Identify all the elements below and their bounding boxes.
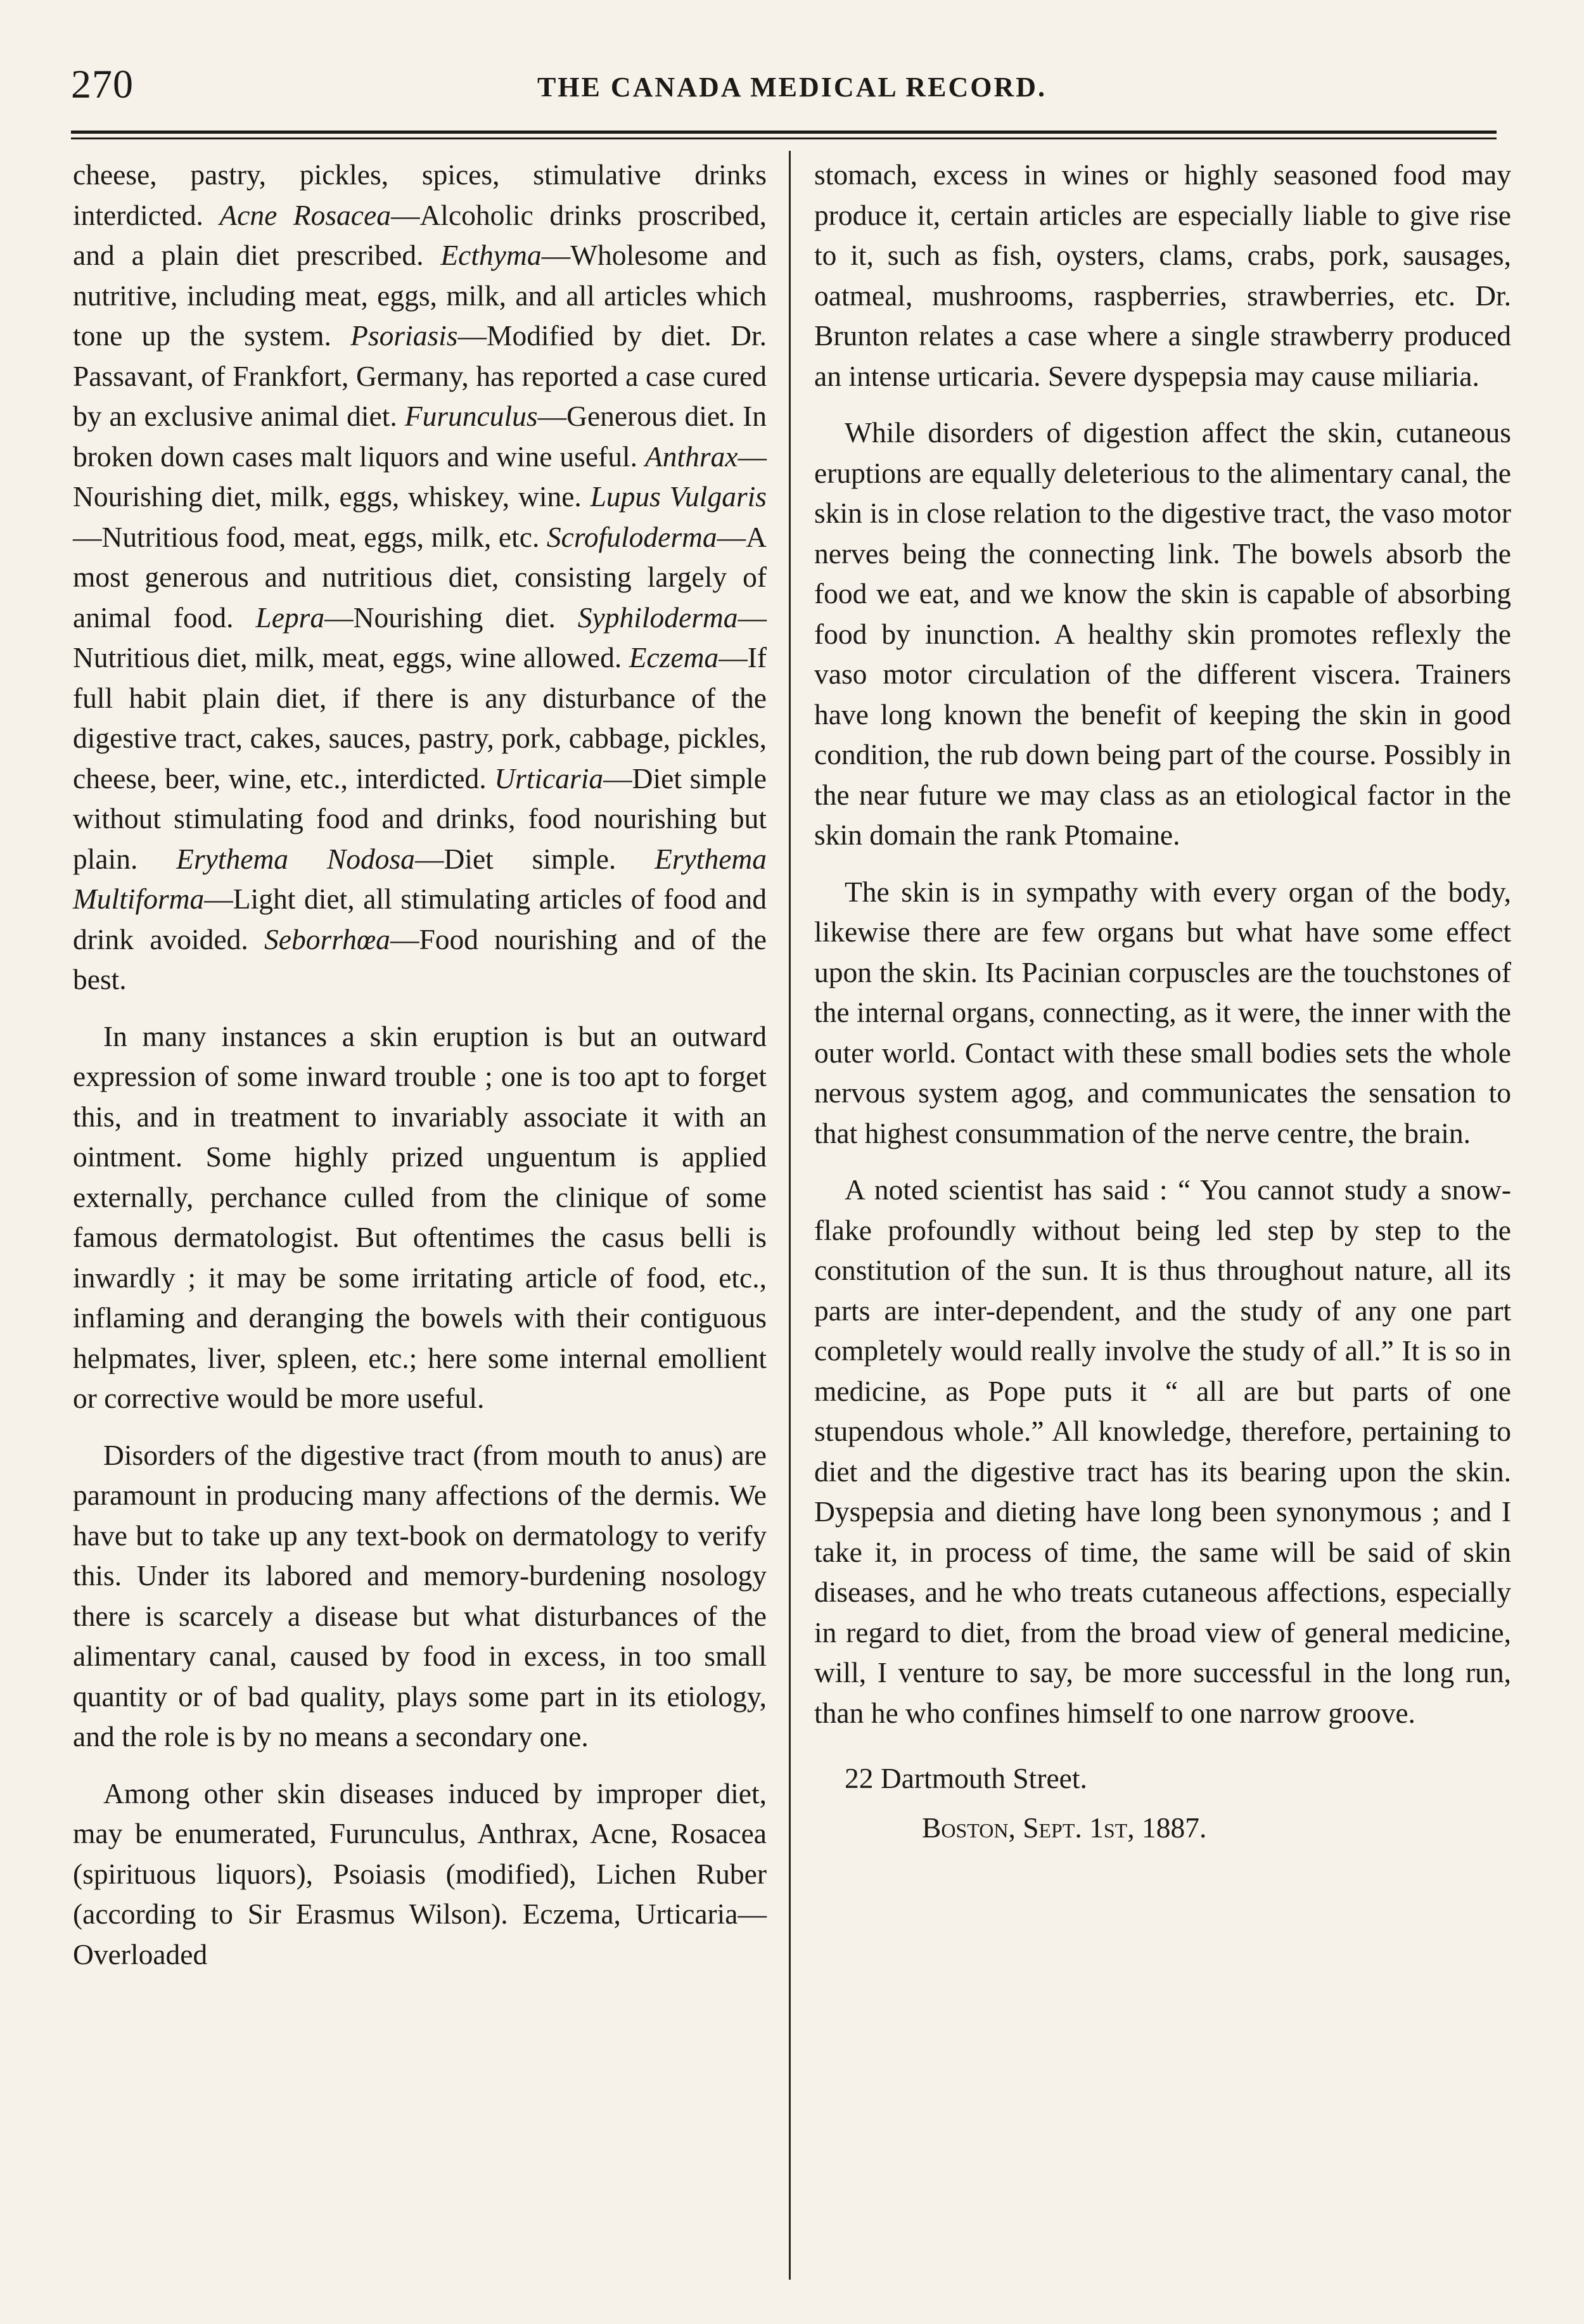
body-paragraph: stomach, excess in wines or highly seasoned food may produce it, certain articles are especially liable to give rise to it, such as fish, oysters, clams, crabs, pork, sausages, oatmeal, mushrooms, raspberries, strawberries, etc. Dr. Brunton relates a case where a single strawberry produced an intense urticaria. Severe dyspepsia may cause miliaria. bbox=[814, 158, 1511, 392]
body-paragraph: A noted scientist has said : “ You cannot study a snow-flake profoundly without being led step by step to the constitution of the sun. It is thus throughout nature, all its parts are inter-dependent, and the study of any one part completely would really involve the study of all.” It is so in medicine, as Pope puts it “ all are but parts of one stupendous whole.” All knowledge, therefore, pertaining to diet and the digestive tract has its bearing upon the skin. Dyspepsia and dieting have long been synonymous ; and I take it, in process of time, the same will be said of skin diseases, and he who treats cutaneous affections, especially in regard to diet, from the broad view of general medicine, will, I venture to say, be more successful in the long run, than he who confines himself to one narrow groove. bbox=[814, 1173, 1511, 1729]
disease-term: Erythema Nodosa bbox=[176, 842, 415, 875]
disease-term: Lepra bbox=[255, 601, 325, 634]
running-head: THE CANADA MEDICAL RECORD. bbox=[537, 72, 1047, 103]
disease-term: Anthrax bbox=[644, 440, 738, 473]
disease-term: Furunculus bbox=[404, 400, 538, 432]
left-column bbox=[73, 155, 767, 1991]
body-paragraph: Disorders of the digestive tract (from mouth to anus) are paramount in producing many affections of the dermis. We have but to take up any text-book on dermatology to verify this. Under its labored and memory-burdening nosology there is scarcely a disease but what disturbances of the alimentary canal, caused by food in excess, in too small quantity or of bad quality, plays some part in its etiology, and the role is by no means a secondary one. bbox=[73, 1438, 767, 1753]
author-address: 22 Dartmouth Street. bbox=[845, 1762, 1087, 1794]
place-date: Boston, Sept. 1st, 1887. bbox=[922, 1811, 1207, 1844]
disease-term: Psoriasis bbox=[350, 319, 458, 352]
body-paragraph: Among other skin diseases induced by improper diet, may be enumerated, Furunculus, Anthrax, Acne, Rosacea (spirituous liquors), Psoiasis (modified), Lichen Ruber (according to Sir Erasmus Wilson). Eczema, Urticaria—Overloaded bbox=[73, 1777, 767, 1970]
disease-term: Eczema bbox=[629, 641, 719, 674]
header-rule bbox=[71, 131, 1497, 139]
disease-term: Urticaria bbox=[494, 762, 604, 795]
disease-term: Acne Rosacea bbox=[219, 198, 391, 231]
column-divider bbox=[789, 151, 791, 2280]
body-paragraph: The skin is in sympathy with every organ of the body, likewise there are few organs but what have some effect upon the skin. Its Pacinian corpuscles are the touchstones of the internal organs, connecting, as it were, the inner with the outer world. Contact with these small bodies sets the whole nervous system agog, and communicates the sensation to that highest consummation of the nerve centre, the brain. bbox=[814, 875, 1511, 1149]
page-number: 270 bbox=[71, 61, 134, 106]
disease-term: Scrofuloderma bbox=[546, 520, 717, 553]
disease-term: Syphiloderma bbox=[577, 601, 738, 634]
disease-term: Ecthyma bbox=[440, 239, 542, 271]
body-paragraph: While disorders of digestion affect the skin, cutaneous eruptions are equally deleterious to the alimentary canal, the skin is in close relation to the digestive tract, the vaso motor nerves being the connecting link. The bowels absorb the food we eat, and we know the skin is capable of absorbing food by inunction. A healthy skin promotes reflexly the vaso motor circulation of the different viscera. Trainers have long known the benefit of keeping the skin in good condition, the rub down being part of the course. Possibly in the near future we may class as an etiological factor in the skin domain the rank Ptomaine. bbox=[814, 416, 1511, 851]
body-paragraph: In many instances a skin eruption is but an outward expression of some inward trouble ; one is too apt to forget this, and in treatment to invariably associate it with an ointment. Some highly prized unguentum is applied externally, perchance culled from the clinique of some famous dermatologist. But oftentimes the casus belli is inwardly ; it may be some irritating article of food, etc., inflaming and deranging the bowels with their contiguous helpmates, liver, spleen, etc.; here some internal emollient or corrective would be more useful. bbox=[73, 1019, 767, 1414]
disease-term: Erythema Multiforma bbox=[73, 842, 767, 915]
disease-term: Seborrhœa bbox=[264, 923, 390, 955]
diet-list-paragraph: cheese, pastry, pickles, spices, stimulative drinks interdicted. Acne Rosacea—Alcoholic drinks proscribed, and a plain diet prescribed. Ecthyma—Wholesome and nutritive, including meat, eggs, milk, and all articles which tone up the system. Psoriasis—Modified by diet. Dr. Passavant, of Frankfort, Germany, has reported a case cured by an exclusive animal diet. Furunculus—Generous diet. In broken down cases malt liquors and wine useful. Anthrax—Nourishing diet, milk, eggs, whiskey, wine. Lupus Vulgaris—Nutritious food, meat, eggs, milk, etc. Scrofuloderma—A most generous and nutritious diet, consisting largely of animal food. Lepra—Nourishing diet. Syphiloderma—Nutritious diet, milk, meat, eggs, wine allowed. Eczema—If full habit plain diet, if there is any disturbance of the digestive tract, cakes, sauces, pastry, pork, cabbage, pickles, cheese, beer, wine, etc., interdicted. Urticaria—Diet simple without stimulating food and drinks, food nourishing but plain. Erythema Nodosa—Diet simple. Erythema Multiforma—Light diet, all stimulating articles of food and drink avoided. Seborrhœa—Food nourishing and of the best. bbox=[73, 158, 767, 995]
disease-term: Lupus Vulgaris bbox=[590, 480, 767, 513]
right-column bbox=[814, 155, 1511, 1848]
